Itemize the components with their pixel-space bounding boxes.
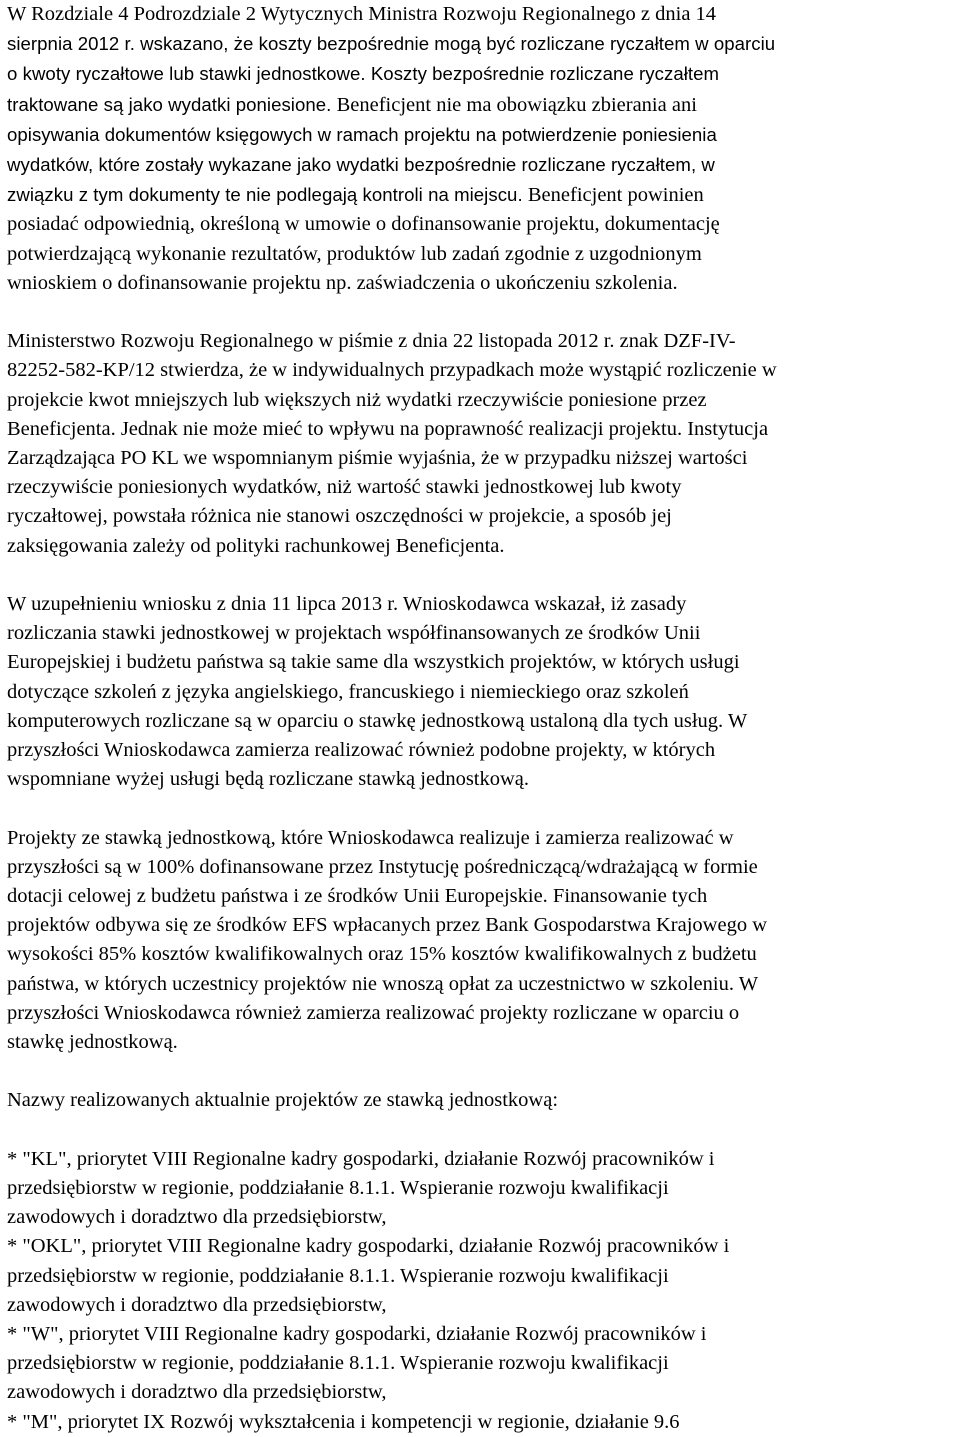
text-line: komputerowych rozliczane są w oparciu o stawkę jednostkową ustaloną dla tych usług. W — [7, 709, 748, 732]
text-line: rozliczania stawki jednostkowej w projektach współfinansowanych ze środków Unii — [7, 622, 701, 645]
text-line: W uzupełnieniu wniosku z dnia 11 lipca 2013 r. Wnioskodawca wskazał, iż zasady — [7, 593, 687, 616]
text-segment: wydatków, które zostały wykazane jako wydatki bezpośrednie rozliczane ryczałtem, w — [7, 154, 715, 176]
text-line — [7, 29, 957, 59]
text-line: wysokości 85% kosztów kwalifikowalnych oraz 15% kosztów kwalifikowalnych z budżetu — [7, 943, 757, 966]
text-line: przedsiębiorstw w regionie, poddziałanie 8.1.1. Wspieranie rozwoju kwalifikacji — [7, 1264, 669, 1287]
paragraph-projects-heading — [7, 1086, 957, 1115]
paragraph-guidelines — [7, 0, 957, 298]
paragraph-gap — [7, 1057, 957, 1086]
document-page — [7, 0, 957, 1437]
text-line: zaksięgowania zależy od polityki rachunkowej Beneficjenta. — [7, 534, 505, 557]
text-line: * "M", priorytet IX Rozwój wykształcenia i kompetencji w regionie, działanie 9.6 — [7, 1410, 680, 1433]
text-line: zawodowych i doradztwo dla przedsiębiorstw, — [7, 1206, 387, 1229]
text-line: dotyczące szkoleń z języka angielskiego, francuskiego i niemieckiego oraz szkoleń — [7, 680, 689, 703]
text-segment: o kwoty ryczałtowe lub stawki jednostkowe. Koszty bezpośrednie rozliczane ryczałtem — [7, 63, 720, 85]
text-line: projekcie kwot mniejszych lub większych niż wydatki rzeczywiście poniesione przez — [7, 388, 707, 411]
paragraph-gap — [7, 1116, 957, 1145]
text-line — [7, 0, 957, 29]
text-segment: Beneficjent powinien — [527, 184, 704, 207]
text-line — [7, 180, 957, 210]
text-line: dotacji celowej z budżetu państwa i ze środków Unii Europejskie. Finansowanie tych — [7, 885, 708, 908]
text-line: stawkę jednostkową. — [7, 1031, 178, 1054]
text-line: Europejskiej i budżetu państwa są takie same dla wszystkich projektów, w których usługi — [7, 651, 740, 674]
paragraph-gap — [7, 794, 957, 823]
text-segment: Beneficjent nie ma obowiązku zbierania ani — [336, 93, 697, 116]
text-line: wspomniane wyżej usługi będą rozliczane stawką jednostkową. — [7, 768, 530, 791]
text-line: Ministerstwo Rozwoju Regionalnego w piśmie z dnia 22 listopada 2012 r. znak DZF-IV- — [7, 330, 736, 353]
paragraph-financing — [7, 824, 957, 1058]
text-line: przedsiębiorstw w regionie, poddziałanie 8.1.1. Wspieranie rozwoju kwalifikacji — [7, 1177, 669, 1200]
text-line: zawodowych i doradztwo dla przedsiębiorstw, — [7, 1293, 387, 1316]
text-segment: sierpnia 2012 r. wskazano, że koszty bezpośrednie mogą być rozliczane ryczałtem w oparciu — [7, 33, 776, 55]
text-line: Projekty ze stawką jednostkową, które Wnioskodawca realizuje i zamierza realizować w — [7, 826, 734, 849]
text-line: * "W", priorytet VIII Regionalne kadry gospodarki, działanie Rozwój pracowników i — [7, 1323, 707, 1346]
text-line: przedsiębiorstw w regionie, poddziałanie 8.1.1. Wspieranie rozwoju kwalifikacji — [7, 1352, 669, 1375]
text-segment: związku z tym dokumenty te nie podlegają kontroli na miejscu. — [7, 184, 528, 206]
project-list — [7, 1145, 957, 1437]
text-line: przyszłości Wnioskodawca zamierza realizować również podobne projekty, w których — [7, 739, 716, 762]
text-line: Beneficjenta. Jednak nie może mieć to wpływu na poprawność realizacji projektu. Instytucja — [7, 417, 769, 440]
text-line: ryczałtowej, powstała różnica nie stanowi oszczędności w projekcie, a sposób jej — [7, 505, 672, 528]
text-segment: wnioskiem o dofinansowanie projektu np. zaświadczenia o ukończeniu szkolenia. — [7, 271, 678, 294]
text-line — [7, 269, 957, 298]
text-line — [7, 240, 957, 269]
text-line: * "KL", priorytet VIII Regionalne kadry gospodarki, działanie Rozwój pracowników i — [7, 1147, 715, 1170]
text-segment: opisywania dokumentów księgowych w ramach projektu na potwierdzenie poniesienia — [7, 123, 717, 145]
text-line: 82252-582-KP/12 stwierdza, że w indywidualnych przypadkach może wystąpić rozliczenie w — [7, 359, 777, 382]
text-line — [7, 59, 957, 89]
text-line: przyszłości Wnioskodawca również zamierza realizować projekty rozliczane w oparciu o — [7, 1001, 740, 1024]
text-line — [7, 150, 957, 180]
paragraph-gap — [7, 561, 957, 590]
paragraph-gap — [7, 298, 957, 327]
text-segment: traktowane są jako wydatki poniesione. — [7, 93, 337, 115]
text-line: rzeczywiście poniesionych wydatków, niż wartość stawki jednostkowej lub kwoty — [7, 476, 682, 499]
text-segment: W Rozdziale 4 Podrozdziale 2 Wytycznych Ministra Rozwoju Regionalnego z dnia 14 — [7, 3, 717, 25]
paragraph-supplement — [7, 590, 957, 794]
text-segment: posiadać odpowiednią, określoną w umowie o dofinansowanie projektu, dokumentację — [7, 213, 720, 236]
text-line — [7, 210, 957, 239]
text-line — [7, 90, 957, 120]
text-line: * "OKL", priorytet VIII Regionalne kadry gospodarki, działanie Rozwój pracowników i — [7, 1235, 730, 1258]
text-line: przyszłości są w 100% dofinansowane przez Instytucję pośredniczącą/wdrażającą w formie — [7, 855, 758, 878]
text-line — [7, 120, 957, 150]
text-segment: potwierdzającą wykonanie rezultatów, produktów lub zadań zgodnie z uzgodnionym — [7, 242, 702, 265]
text-line: Zarządzająca PO KL we wspomnianym piśmie wyjaśnia, że w przypadku niższej wartości — [7, 447, 748, 470]
paragraph-ministry-letter — [7, 327, 957, 561]
text-line: zawodowych i doradztwo dla przedsiębiorstw, — [7, 1381, 387, 1404]
text-line: projektów odbywa się ze środków EFS wpłacanych przez Bank Gospodarstwa Krajowego w — [7, 914, 768, 937]
text-line: Nazwy realizowanych aktualnie projektów ze stawką jednostkową: — [7, 1089, 559, 1112]
text-line: państwa, w których uczestnicy projektów nie wnoszą opłat za uczestnictwo w szkoleniu. W — [7, 972, 759, 995]
